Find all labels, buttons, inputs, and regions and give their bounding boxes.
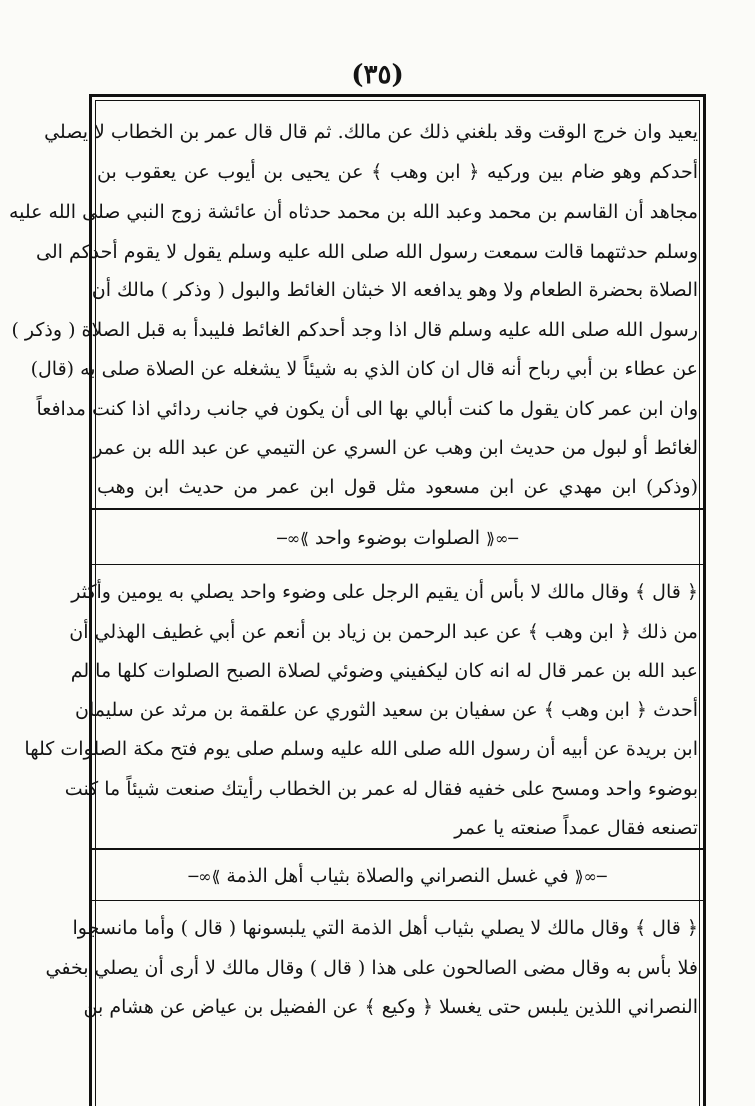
page-number: (٣٥) — [351, 60, 404, 90]
text-line: وسلم حدثتهما قالت سمعت رسول الله صلى الله عليه وسلم يقول لا يقوم أحدكم الى — [36, 241, 698, 263]
text-line: من ذلك ﴿ ابن وهب ﴾ عن عبد الرحمن بن زياد بن أنعم عن أبي غطيف الهذلي أن — [69, 621, 698, 643]
text-line: مجاهد أن القاسم بن محمد وعبد الله بن محمد حدثاه أن عائشة زوج النبي صلى الله عليه — [8, 201, 698, 223]
section-divider — [89, 508, 706, 510]
text-line: أحدث ﴿ ابن وهب ﴾ عن سفيان بن سعيد الثوري عن علقمة بن مرثد عن سليمان — [75, 699, 698, 721]
text-line: ابن بريدة عن أبيه أن رسول الله صلى الله عليه وسلم صلى يوم فتح مكة الصلوات كلها — [24, 738, 698, 760]
text-line: بوضوء واحد ومسح على خفيه فقال له عمر بن الخطاب رأيتك صنعت شيئاً ما كنت — [64, 778, 698, 800]
section-heading — [97, 524, 698, 553]
heading-title: في غسل النصراني والصلاة بثياب أهل الذمة — [226, 865, 569, 887]
text-line: (وذكر) ابن مهدي عن ابن مسعود مثل قول ابن عمر من حديث ابن وهب — [97, 476, 698, 498]
text-line: النصراني اللذين يلبس حتى يغسلا ﴿ وكيع ﴾ عن الفضيل بن عياض عن هشام بن — [83, 996, 698, 1018]
text-line: يعيد وان خرج الوقت وقد بلغني ذلك عن مالك. ثم قال قال عمر بن الخطاب لا يصلي — [44, 121, 698, 143]
text-line: فلا بأس به وقال مضى الصالحون على هذا ( قال ) وقال مالك لا أرى أن يصلي بخفي — [45, 957, 698, 979]
section-divider — [89, 848, 706, 850]
heading-ornament-right: ⟫∞─ — [188, 867, 221, 886]
heading-title: الصلوات بوضوء واحد — [314, 527, 481, 549]
text-line: وان ابن عمر كان يقول ما كنت أبالي بها الى أن يكون في جانب ردائي اذا كنت مدافعاً — [36, 398, 698, 420]
section-divider — [89, 564, 706, 565]
section-divider — [89, 900, 706, 901]
text-line: ﴿ قال ﴾ وقال مالك لا بأس أن يقيم الرجل على وضوء واحد يصلي به يومين وأكثر — [71, 581, 698, 603]
section-heading — [97, 862, 698, 891]
text-line: عبد الله بن عمر قال له انه كان ليكفيني وضوئي لصلاة الصبح الصلوات كلها ما لم — [70, 660, 698, 682]
text-line: لغائط أو لبول من حديث ابن وهب عن السري عن التيمي عن عبد الله بن عمر — [93, 437, 698, 459]
text-line: تصنعه فقال عمداً صنعته يا عمر — [454, 817, 698, 839]
text-line: عن عطاء بن أبي رباح أنه قال ان كان الذي به شيئاً لا يشغله عن الصلاة صلى به (قال) — [30, 358, 698, 380]
heading-ornament-left: ─∞⟪ — [486, 529, 518, 548]
text-line: الصلاة بحضرة الطعام ولا وهو يدافعه الا خبثان الغائط والبول ( وذكر ) مالك أن — [91, 279, 698, 301]
heading-ornament-left: ─∞⟪ — [574, 867, 607, 886]
text-line: رسول الله صلى الله عليه وسلم قال اذا وجد أحدكم الغائط فليبدأ به قبل الصلاة ( وذكر ) — [11, 319, 698, 341]
heading-ornament-right: ⟫∞─ — [277, 529, 309, 548]
text-line: أحدكم وهو ضام بين وركيه ﴿ ابن وهب ﴾ عن يحيى بن أيوب عن يعقوب بن — [97, 161, 698, 183]
text-line: ﴿ قال ﴾ وقال مالك لا يصلي بثياب أهل الذمة التي يلبسونها ( قال ) وأما مانسجوا — [72, 917, 698, 939]
